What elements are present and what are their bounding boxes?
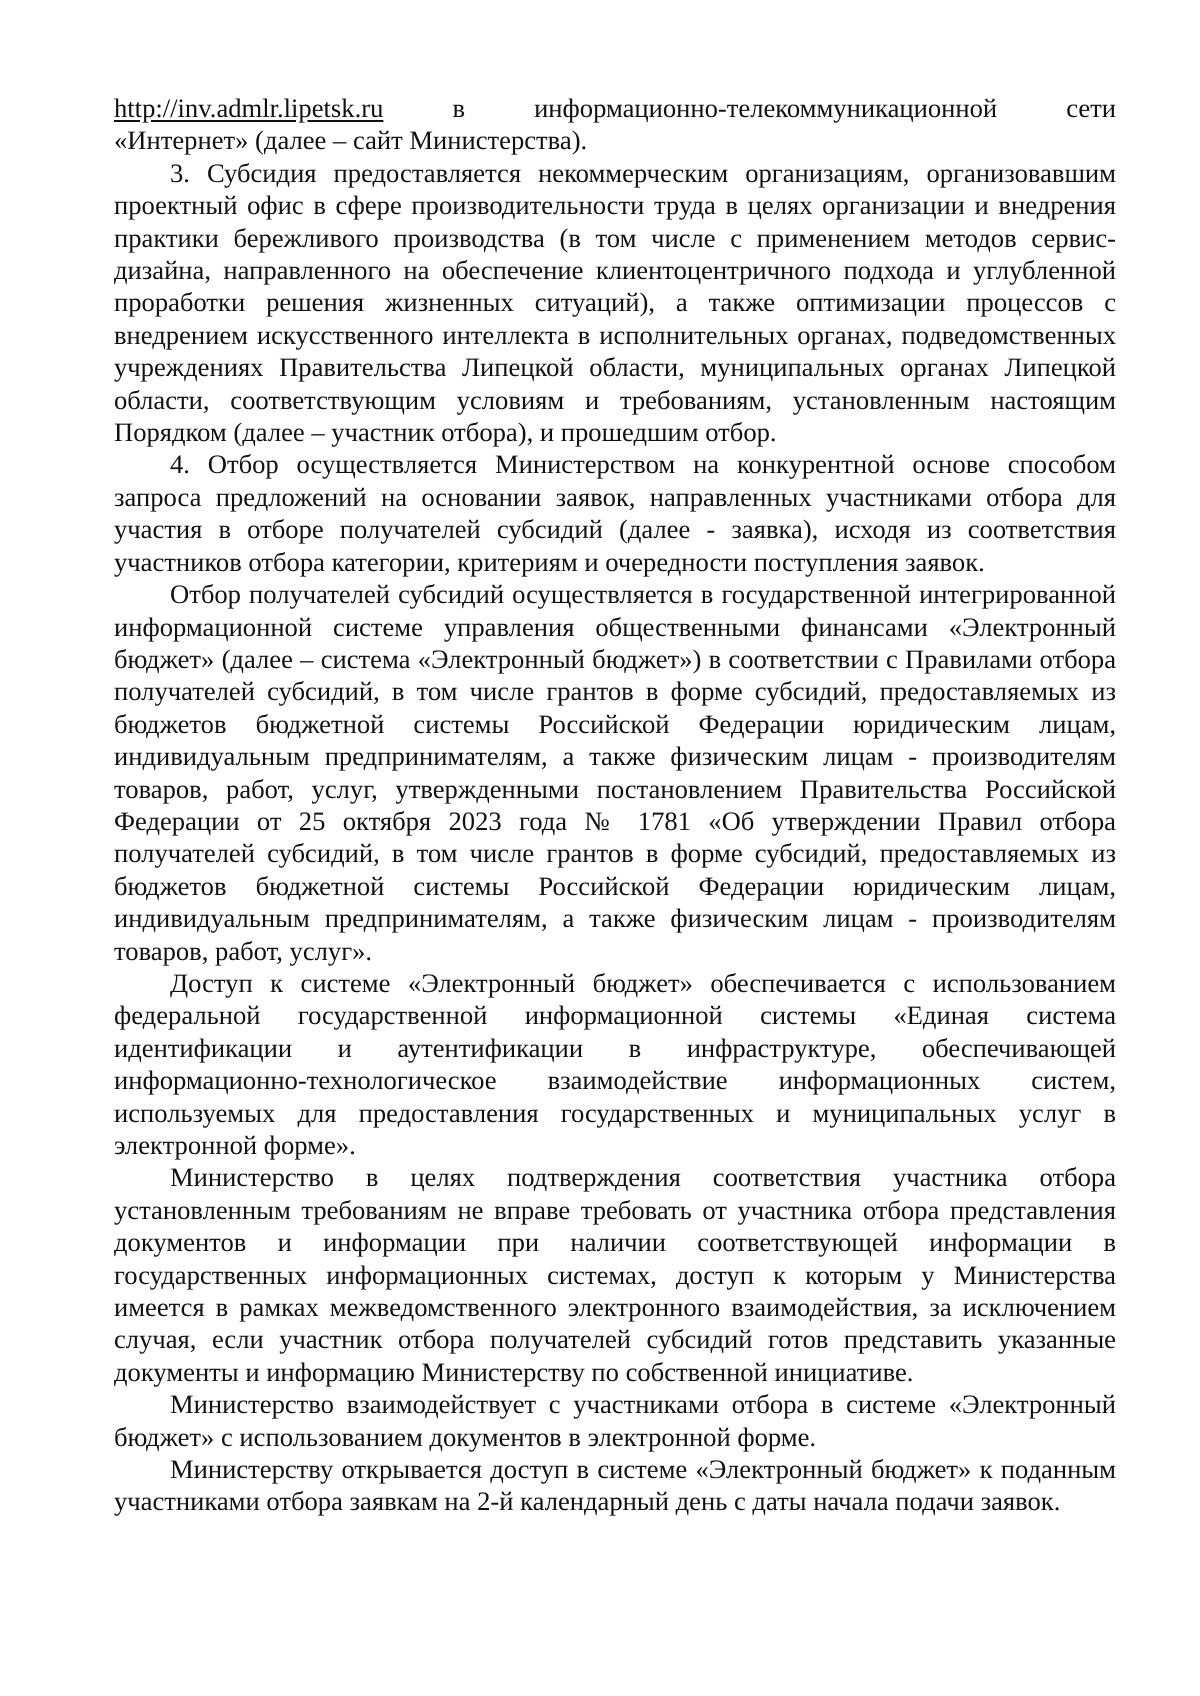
paragraph-ministry-requirements: Министерство в целях подтверждения соответствия участника отбора установленным требованиям не вправе требовать от участника отбора представления документов и информации при наличии соответствующей информации в государственных информационных системах, доступ к которым у Министерства имеется в рамках межведомственного электронного взаимодействия, за исключением случая, если участник отбора получателей субсидий готов представить указанные документы и информацию Министерству по собственной инициативе.: [114, 1162, 1116, 1387]
intro-line-1-text: в информационно-телекоммуникационной сети: [452, 93, 1116, 123]
paragraph-ministry-access: Министерству открывается доступ в системе «Электронный бюджет» к поданным участниками отбора заявкам на 2-й календарный день с даты начала подачи заявок.: [114, 1454, 1116, 1517]
intro-line-2: «Интернет» (далее – сайт Министерства).: [114, 125, 588, 156]
paragraph-3: 3. Субсидия предоставляется некоммерческим организациям, организовавшим проектный офис в сфере производительности труда в целях организации и внедрения практики бережливого производства (в том числе с применением методов сервис-дизайна, направленного на обеспечение клиентоцентричного подхода и углубленной проработки решения жизненных ситуаций), а также оптимизации процессов с внедрением искусственного интеллекта в исполнительных органах, подведомственных учреждениях Правительства Липецкой области, муниципальных органах Липецкой области, соответствующим условиям и требованиям, установленным настоящим Порядком (далее – участник отбора), и прошедшим отбор.: [114, 157, 1116, 448]
paragraph-ministry-interaction: Министерство взаимодействует с участниками отбора в системе «Электронный бюджет» с использованием документов в электронной форме.: [114, 1389, 1116, 1452]
paragraph-selection-system: Отбор получателей субсидий осуществляется в государственной интегрированной информационной системе управления общественными финансами «Электронный бюджет» (далее – система «Электронный бюджет») в соответствии с Правилами отбора получателей субсидий, в том числе грантов в форме субсидий, предоставляемых из бюджетов бюджетной системы Российской Федерации юридическим лицам, индивидуальным предпринимателям, а также физическим лицам - производителям товаров, работ, услуг, утвержденными постановлением Правительства Российской Федерации от 25 октября 2023 года № 1781 «Об утверждении Правил отбора получателей субсидий, в том числе грантов в форме субсидий, предоставляемых из бюджетов бюджетной системы Российской Федерации юридическим лицам, индивидуальным предпринимателям, а также физическим лицам - производителям товаров, работ, услуг».: [114, 579, 1116, 966]
ministry-site-link[interactable]: http://inv.admlr.lipetsk.ru: [114, 93, 384, 123]
paragraph-4: 4. Отбор осуществляется Министерством на конкурентной основе способом запроса предложений на основании заявок, направленных участниками отбора для участия в отборе получателей субсидий (далее - заявка), исходя из соответствия участников отбора категории, критериям и очередности поступления заявок.: [114, 449, 1116, 577]
document-page: [114, 92, 1116, 1518]
paragraph-system-access: Доступ к системе «Электронный бюджет» обеспечивается с использованием федеральной государственной информационной системы «Единая система идентификации и аутентификации в инфраструктуре, обеспечивающей информационно-технологическое взаимодействие информационных систем, используемых для предоставления государственных и муниципальных услуг в электронной форме».: [114, 967, 1116, 1160]
intro-line-1: [114, 92, 1116, 124]
